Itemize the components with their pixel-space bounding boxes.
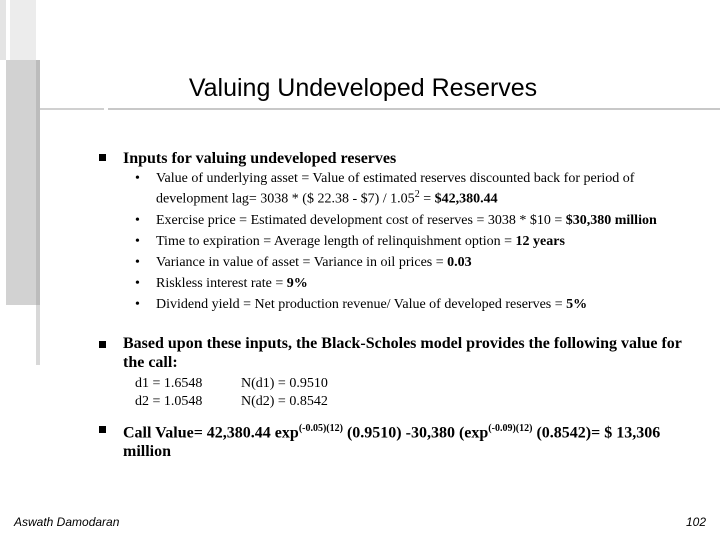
decor-bar-1	[0, 0, 6, 60]
page-title: Valuing Undeveloped Reserves	[188, 74, 538, 102]
list-item: • Time to expiration = Average length of relinquishment option = 12 years	[135, 233, 565, 249]
bullet-inputs: Inputs for valuing undeveloped reserves	[123, 150, 397, 167]
square-bullet-icon	[99, 426, 106, 433]
calc-row-d1: d1 = 1.6548 N(d1) = 0.9510	[135, 376, 328, 391]
bullet-dot-icon: •	[135, 296, 140, 312]
bullet-dot-icon: •	[135, 254, 140, 270]
list-item: • Dividend yield = Net production revenue/ Value of developed reserves = 5%	[135, 296, 588, 312]
bullet-dot-icon: •	[135, 275, 140, 291]
bullet-black-scholes: Based upon these inputs, the Black-Scholes model provides the following value for the call:	[123, 335, 682, 371]
inputs-list	[135, 171, 695, 318]
decor-bar-6	[40, 108, 104, 110]
calc-row-d2: d2 = 1.0548 N(d2) = 0.8542	[135, 394, 328, 409]
bullet-dot-icon: •	[135, 171, 140, 186]
decor-bar-5	[36, 305, 40, 365]
list-item: • Riskless interest rate = 9%	[135, 275, 308, 291]
list-item: • Exercise price = Estimated development cost of reserves = 3038 * $10 = $30,380 million	[135, 212, 657, 228]
title-underline	[108, 108, 720, 110]
square-bullet-icon	[99, 154, 106, 161]
bullet-dot-icon: •	[135, 212, 140, 228]
footer-author: Aswath Damodaran	[14, 515, 120, 529]
page-number: 102	[685, 515, 706, 529]
list-item: • Variance in value of asset = Variance in oil prices = 0.03	[135, 254, 472, 270]
calc-values	[135, 375, 328, 411]
bullet-call-value: Call Value= 42,380.44 $\exp^{(-0.05)(12)} (0.9510)$ -30,380 ($\exp^{(-0.09)(12)}$ (0.8542)= $ 13,306 million	[123, 423, 661, 461]
bullet-dot-icon: •	[135, 233, 140, 249]
list-item: • Value of underlying asset = Value of estimated reserves discounted back for period of development lag= 3038 * ($ 22.38 - $7) / $1.05^2$ = $42,380.44	[135, 171, 635, 207]
square-bullet-icon	[99, 341, 106, 348]
